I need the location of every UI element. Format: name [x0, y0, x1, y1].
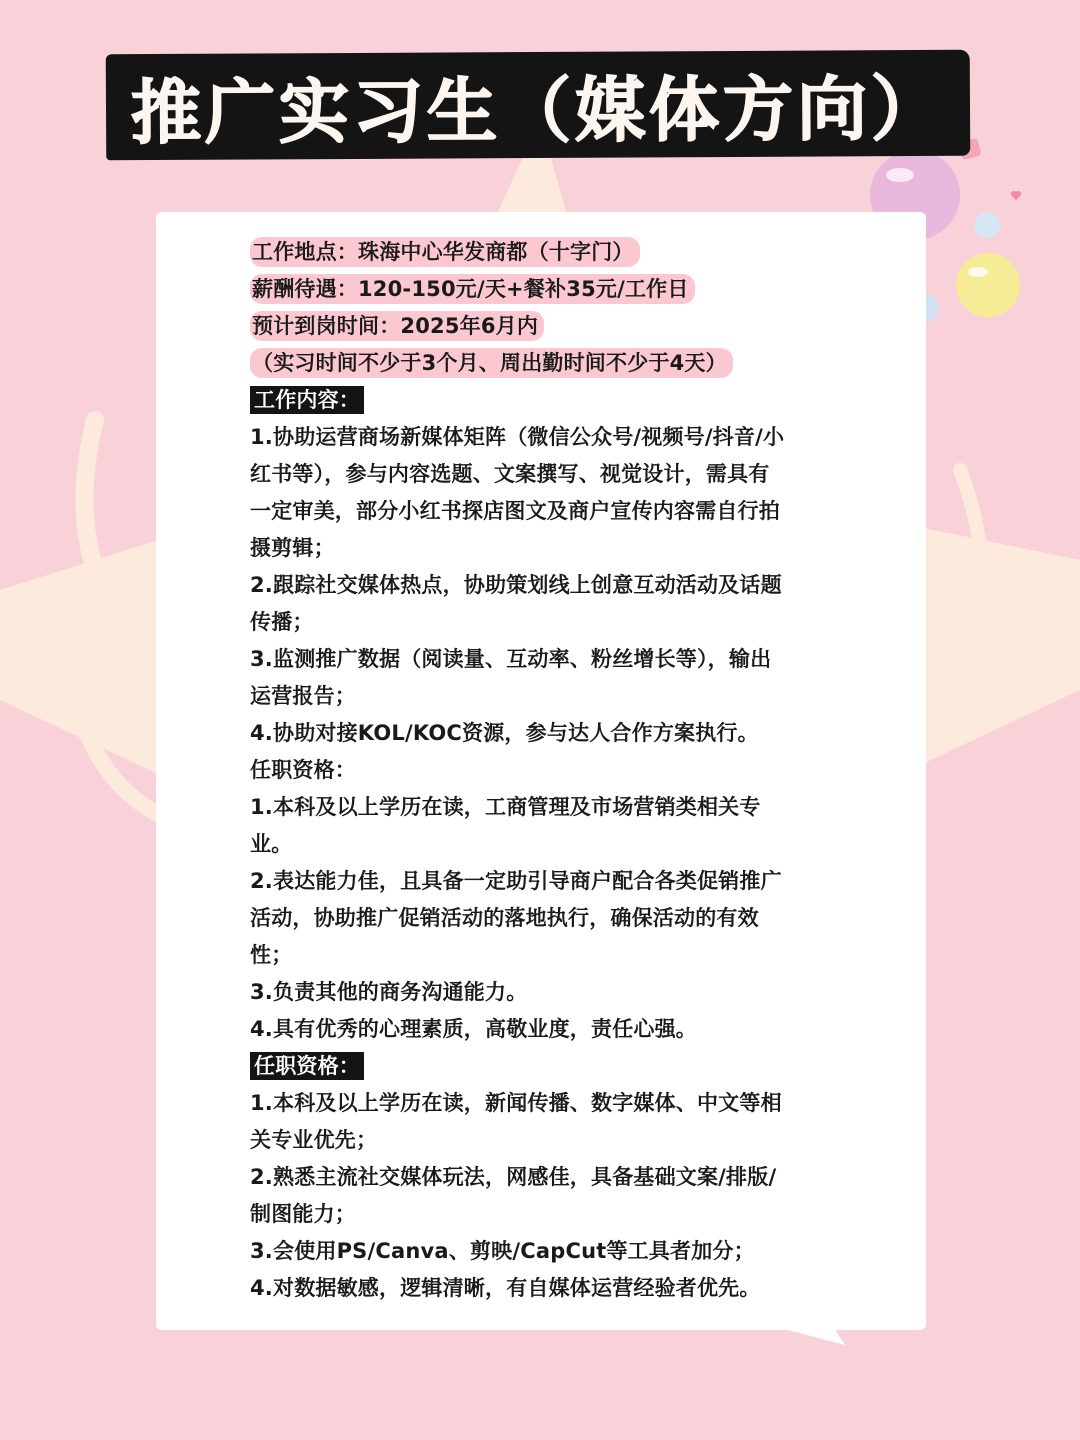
- qualification-line: 4.具有优秀的心理素质，高敬业度，责任心强。: [250, 1017, 697, 1041]
- duty-line: 3.监测推广数据（阅读量、互动率、粉丝增长等），输出: [250, 647, 772, 671]
- duty-line: 2.跟踪社交媒体热点，协助策划线上创意互动活动及话题: [250, 573, 782, 597]
- qualifications2-heading-row: [250, 1048, 850, 1085]
- duties-heading: 工作内容：: [250, 386, 364, 414]
- qualification-line: 3.会使用PS/Canva、剪映/CapCut等工具者加分；: [250, 1239, 755, 1263]
- duty-line: 一定审美，部分小红书探店图文及商户宣传内容需自行拍: [250, 499, 780, 523]
- duties-heading-row: [250, 382, 850, 419]
- qualification-line: 1.本科及以上学历在读，工商管理及市场营销类相关专: [250, 795, 761, 819]
- info-note: [250, 345, 850, 382]
- page-title: 推广实习生（媒体方向）: [130, 67, 946, 154]
- qualification-line: 性；: [250, 943, 293, 967]
- duty-line: 摄剪辑；: [250, 536, 335, 560]
- qualifications1-heading: 任职资格：: [250, 758, 356, 782]
- salary-text: 薪酬待遇：120-150元/天+餐补35元/工作日: [250, 274, 695, 304]
- duty-line: 4.协助对接KOL/KOC资源，参与达人合作方案执行。: [250, 721, 759, 745]
- qualification-line: 1.本科及以上学历在读，新闻传播、数字媒体、中文等相: [250, 1091, 782, 1115]
- schedule-note-text: （实习时间不少于3个月、周出勤时间不少于4天）: [250, 348, 733, 378]
- bubble-blue: [974, 212, 1000, 238]
- qualifications2-heading: 任职资格：: [250, 1052, 364, 1080]
- duty-line: 红书等），参与内容选题、文案撰写、视觉设计，需具有: [250, 462, 770, 486]
- job-description: [250, 234, 850, 1307]
- qualification-line: 业。: [250, 832, 293, 856]
- qualification-line: 4.对数据敏感，逻辑清晰，有自媒体运营经验者优先。: [250, 1276, 761, 1300]
- info-start: [250, 308, 850, 345]
- title-banner: [106, 50, 971, 161]
- info-salary: [250, 271, 850, 308]
- location-text: 工作地点：珠海中心华发商都（十字门）: [250, 237, 640, 267]
- duty-line: 运营报告；: [250, 684, 356, 708]
- start-date-text: 预计到岗时间：2025年6月内: [250, 311, 544, 341]
- qualification-line: 关专业优先；: [250, 1128, 378, 1152]
- duty-line: 传播；: [250, 610, 314, 634]
- qualification-line: 活动，协助推广促销活动的落地执行，确保活动的有效: [250, 906, 759, 930]
- info-location: [250, 234, 850, 271]
- qualification-line: 制图能力；: [250, 1202, 356, 1226]
- duty-line: 1.协助运营商场新媒体矩阵（微信公众号/视频号/抖音/小: [250, 425, 785, 449]
- qualification-line: 3.负责其他的商务沟通能力。: [250, 980, 528, 1004]
- qualification-line: 2.熟悉主流社交媒体玩法，网感佳，具备基础文案/排版/: [250, 1165, 777, 1189]
- bubble-yellow: [956, 253, 1020, 317]
- qualification-line: 2.表达能力佳，且具备一定助引导商户配合各类促销推广: [250, 869, 782, 893]
